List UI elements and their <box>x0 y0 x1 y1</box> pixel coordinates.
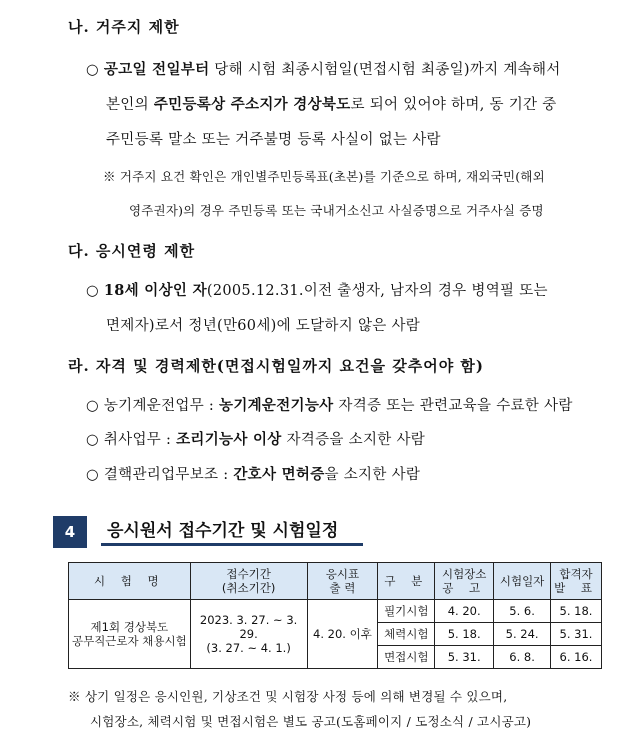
schedule-table <box>68 562 602 669</box>
bold-text: 주민등록상 주소지가 경상북도 <box>153 96 351 113</box>
bold-text: 조리기능사 이상 <box>176 431 282 448</box>
division-cell: 필기시험 <box>378 600 435 623</box>
result-cell: 5. 31. <box>551 623 602 646</box>
table-header-row <box>69 563 602 600</box>
text: 자격증을 소지한 사람 <box>281 432 426 448</box>
date-cell: 5. 6. <box>494 600 551 623</box>
header-print: 응시표 출 력 <box>307 563 378 600</box>
qualification-item-3 <box>86 463 420 484</box>
result-cell: 5. 18. <box>551 600 602 623</box>
header-period: 접수기간 (취소기간) <box>190 563 307 600</box>
result-cell: 6. 16. <box>551 646 602 669</box>
section-heading-age: 다. 응시연령 제한 <box>68 242 196 260</box>
date-cell: 5. 24. <box>494 623 551 646</box>
footer-note-1: ※ 상기 일정은 응시인원, 기상조건 및 시험장 사정 등에 의해 변경될 수 있으며, <box>68 689 508 704</box>
date-cell: 6. 8. <box>494 646 551 669</box>
bold-text: 공고일 전일부터 <box>103 61 210 78</box>
age-line-2: 면제자)로서 정년(만60세)에 도달하지 않은 사람 <box>106 318 421 334</box>
venue-cell: 5. 18. <box>435 623 494 646</box>
residence-note-1: ※ 거주지 요건 확인은 개인별주민등록표(초본)를 기준으로 하며, 재외국민(해외 <box>103 169 545 184</box>
section-heading-residence: 나. 거주지 제한 <box>68 18 180 36</box>
bullet: ○ <box>86 62 104 78</box>
text: 자격증 또는 관련교육을 수료한 사람 <box>333 398 573 414</box>
section-heading-qualification: 라. 자격 및 경력제한(면접시험일까지 요건을 갖추어야 함) <box>68 357 485 375</box>
division-cell: 체력시험 <box>378 623 435 646</box>
qualification-item-2 <box>86 428 425 449</box>
text: (2005.12.31.이전 출생자, 남자의 경우 병역필 또는 <box>206 283 548 299</box>
venue-cell: 4. 20. <box>435 600 494 623</box>
text: 당해 시험 최종시험일(면접시험 최종일)까지 계속해서 <box>209 62 561 78</box>
footer-note-2: 시험장소, 체력시험 및 면접시험은 별도 공고(도홈페이지 / 도정소식 / 고시공고) <box>90 714 532 729</box>
section-title: 응시원서 접수기간 및 시험일정 <box>101 514 363 546</box>
bold-text: 18세 이상인 자 <box>103 282 207 299</box>
text: 을 소지한 사람 <box>324 467 421 483</box>
text: 로 되어 있어야 하며, 동 기간 중 <box>350 97 557 113</box>
bold-text: 농기계운전기능사 <box>219 397 334 414</box>
header-division: 구 분 <box>378 563 435 600</box>
header-exam: 시 험 명 <box>69 563 191 600</box>
residence-line-1 <box>86 58 561 79</box>
bullet: ○ <box>86 283 104 299</box>
bold-text: 간호사 면허증 <box>233 466 325 483</box>
exam-name-cell: 제1회 경상북도 공무직근로자 채용시험 <box>69 600 191 669</box>
text: 본인의 <box>106 97 154 113</box>
text: ○ 취사업무 : <box>86 432 177 448</box>
residence-note-2: 영주권자)의 경우 주민등록 또는 국내거소신고 사실증명으로 거주사실 증명 <box>129 203 544 218</box>
header-result: 합격자 발 표 <box>551 563 602 600</box>
venue-cell: 5. 31. <box>435 646 494 669</box>
division-cell: 면접시험 <box>378 646 435 669</box>
header-venue: 시험장소 공 고 <box>435 563 494 600</box>
residence-line-2 <box>106 93 557 114</box>
text: ○ 농기계운전업무 : <box>86 398 220 414</box>
text: ○ 결핵관리업무보조 : <box>86 467 234 483</box>
age-line-1 <box>86 279 548 300</box>
section-number-badge: 4 <box>53 516 87 548</box>
qualification-item-1 <box>86 394 573 415</box>
residence-line-3: 주민등록 말소 또는 거주불명 등록 사실이 없는 사람 <box>106 132 441 148</box>
period-cell: 2023. 3. 27. ~ 3. 29. (3. 27. ~ 4. 1.) <box>190 600 307 669</box>
header-date: 시험일자 <box>494 563 551 600</box>
table-row <box>69 600 602 623</box>
print-cell: 4. 20. 이후 <box>307 600 378 669</box>
